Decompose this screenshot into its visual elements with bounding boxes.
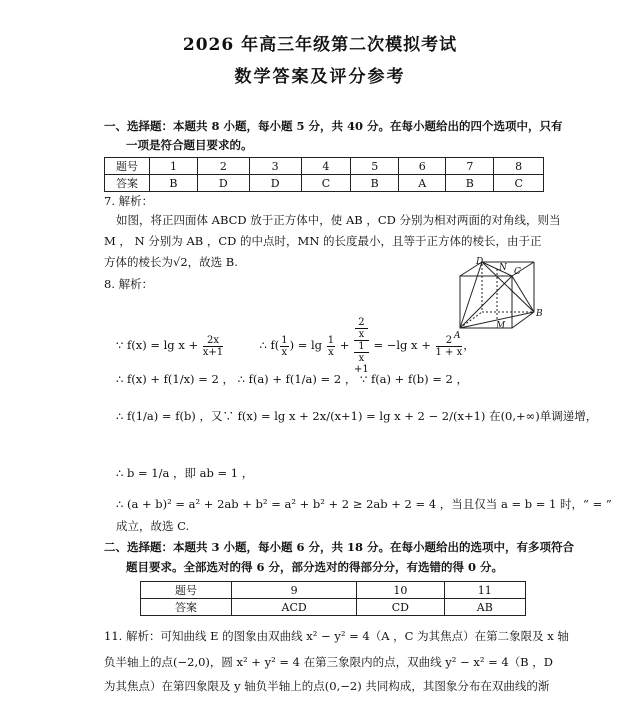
table-cell: 1: [150, 158, 198, 175]
table-cell: 3: [249, 158, 301, 175]
table-cell: 11: [444, 582, 525, 599]
frac-num: 1: [354, 341, 369, 353]
table-cell: B: [446, 175, 494, 192]
table-cell: 10: [357, 582, 444, 599]
table-cell: B: [150, 175, 198, 192]
answer-key-subtitle: 数学答案及评分参考: [234, 67, 406, 87]
frac-1-over-x: [327, 335, 335, 358]
q11-line1: 11. 解析：可知曲线 E 的图象由双曲线 x² − y² = 4（A ，C 为其焦点）在第二象限及 x 轴: [104, 629, 569, 643]
frac-den: x: [358, 329, 365, 340]
q8-row1: ∵ f(x) = lg x + $\frac{2x}{x+1}$ ∴ f( $\frac{1}{x}$ ) = lg $\frac{1}{x}$ + 2 x 1 x +1 = −lg x + $\frac{2}{1 + x}$ ，: [116, 317, 475, 375]
frac-2x-over-x1: [203, 335, 223, 358]
table-cell: CD: [357, 599, 444, 616]
tetrahedron-cube-figure: [452, 256, 544, 340]
label-n: N: [499, 263, 507, 273]
frac-den: x: [281, 346, 288, 358]
frac-num: [354, 317, 369, 341]
frac-den: x+1: [202, 346, 224, 358]
q8-row1-b: ∴ f(: [259, 338, 280, 352]
table-cell: 6: [399, 158, 446, 175]
frac-den: x: [358, 353, 365, 364]
table-cell: A: [399, 175, 446, 192]
section2-heading-line2: 题目要求。全部选对的得 6 分，部分选对的得部分分，有选错的得 0 分。: [126, 560, 504, 574]
table-cell: 7: [446, 158, 494, 175]
section2-answer-table: [140, 581, 526, 616]
table-cell: D: [249, 175, 301, 192]
q8-row3: ∴ f(1/a) = f(b) ，又∵ f(x) = lg x + 2x/(x+1) = lg x + 2 − 2/(x+1) 在(0,+∞)单调递增，: [116, 409, 598, 423]
table-cell: 8: [494, 158, 544, 175]
frac-num: 2: [355, 317, 368, 329]
table-row: [105, 175, 544, 192]
frac-num: 1: [281, 334, 288, 346]
label-b: B: [536, 309, 543, 319]
table-cell: 9: [232, 582, 357, 599]
q7-label: 7. 解析：: [104, 194, 154, 208]
table-header-cell: 答案: [105, 175, 150, 192]
q8-row6: 成立，故选 C.: [116, 519, 190, 533]
exam-title: 2026 年高三年级第二次模拟考试: [182, 35, 458, 55]
q8-row1-d: = −lg x +: [373, 338, 431, 352]
table-header-cell: 题号: [141, 582, 232, 599]
table-cell: AB: [444, 599, 525, 616]
table-header-cell: 题号: [105, 158, 150, 175]
table-cell: C: [494, 175, 544, 192]
frac-compound: [354, 317, 369, 375]
q11-line3: 为其焦点）在第四象限及 y 轴负半轴上的点(0,−2) 共同构成，其图象分布在双曲线的渐: [104, 679, 550, 693]
label-a: A: [454, 331, 461, 340]
table-row: [141, 599, 526, 616]
label-d: D: [476, 257, 484, 267]
q8-row5: ∴ (a + b)² = a² + 2ab + b² = a² + b² + 2 ≥ 2ab + 2 = 4 ，当且仅当 a = b = 1 时，“ = ”: [116, 497, 612, 511]
frac-den: 1 x +1: [354, 341, 369, 375]
q8-row4: ∴ b = 1/a ，即 ab = 1 ，: [116, 466, 254, 480]
table-cell: B: [351, 175, 399, 192]
q7-line2: M ， N 分别为 AB ，CD 的中点时，MN 的长度最小，且等于正方体的棱长，由于正: [104, 234, 542, 248]
section1-answer-table: [104, 157, 544, 192]
frac-1-over-x: [280, 335, 288, 358]
frac-num: 2: [436, 335, 463, 347]
q8-label: 8. 解析：: [104, 277, 154, 291]
section2-heading-line1: 二、选择题：本题共 3 小题，每小题 6 分，共 18 分。在每小题给出的选项中，有多项符合: [104, 540, 575, 554]
frac-num: 2x: [203, 335, 223, 347]
q7-line3-pre: 方体的棱长为: [104, 255, 173, 269]
q7-sqrt2: √2: [173, 255, 188, 269]
table-cell: 2: [197, 158, 249, 175]
table-cell: 4: [301, 158, 351, 175]
tetra-edge-bd: [482, 262, 534, 312]
table-cell: ACD: [232, 599, 357, 616]
section1-heading-line1: 一、选择题：本题共 8 小题，每小题 5 分，共 40 分。在每小题给出的四个选项中，只有: [104, 119, 563, 133]
q11-line2: 负半轴上的点(−2,0)，圆 x² + y² = 4 在第三象限内的点，双曲线 y² − x² = 4（B ，D: [104, 655, 554, 669]
frac-den: x: [328, 346, 334, 358]
label-c: C: [514, 267, 521, 277]
table-header-cell: 答案: [141, 599, 232, 616]
frac-num: 1: [327, 334, 335, 346]
q8-row1-e: ，: [463, 338, 475, 352]
table-row: [141, 582, 526, 599]
tetra-edge-ad: [460, 262, 482, 328]
label-m: M: [496, 321, 506, 331]
table-cell: C: [301, 175, 351, 192]
table-row: [105, 158, 544, 175]
section1-heading-line2: 一项是符合题目要求的。: [126, 138, 253, 152]
table-cell: 5: [351, 158, 399, 175]
frac-den: 1 + x: [435, 346, 463, 358]
q7-line3-post: ，故选 B.: [187, 255, 238, 269]
q7-line3: [104, 254, 238, 270]
q8-row1-c: ) = lg: [289, 338, 323, 352]
q8-row2: ∴ f(x) + f(1/x) = 2 ， ∴ f(a) + f(1/a) = 2 ， ∵ f(a) + f(b) = 2 ，: [116, 372, 468, 386]
q7-line1: 如图，将正四面体 ABCD 放于正方体中，使 AB ，CD 分别为相对两面的对角线，则当: [116, 213, 561, 227]
q8-row1-a: ∵ f(x) = lg x +: [116, 338, 199, 352]
table-cell: D: [197, 175, 249, 192]
